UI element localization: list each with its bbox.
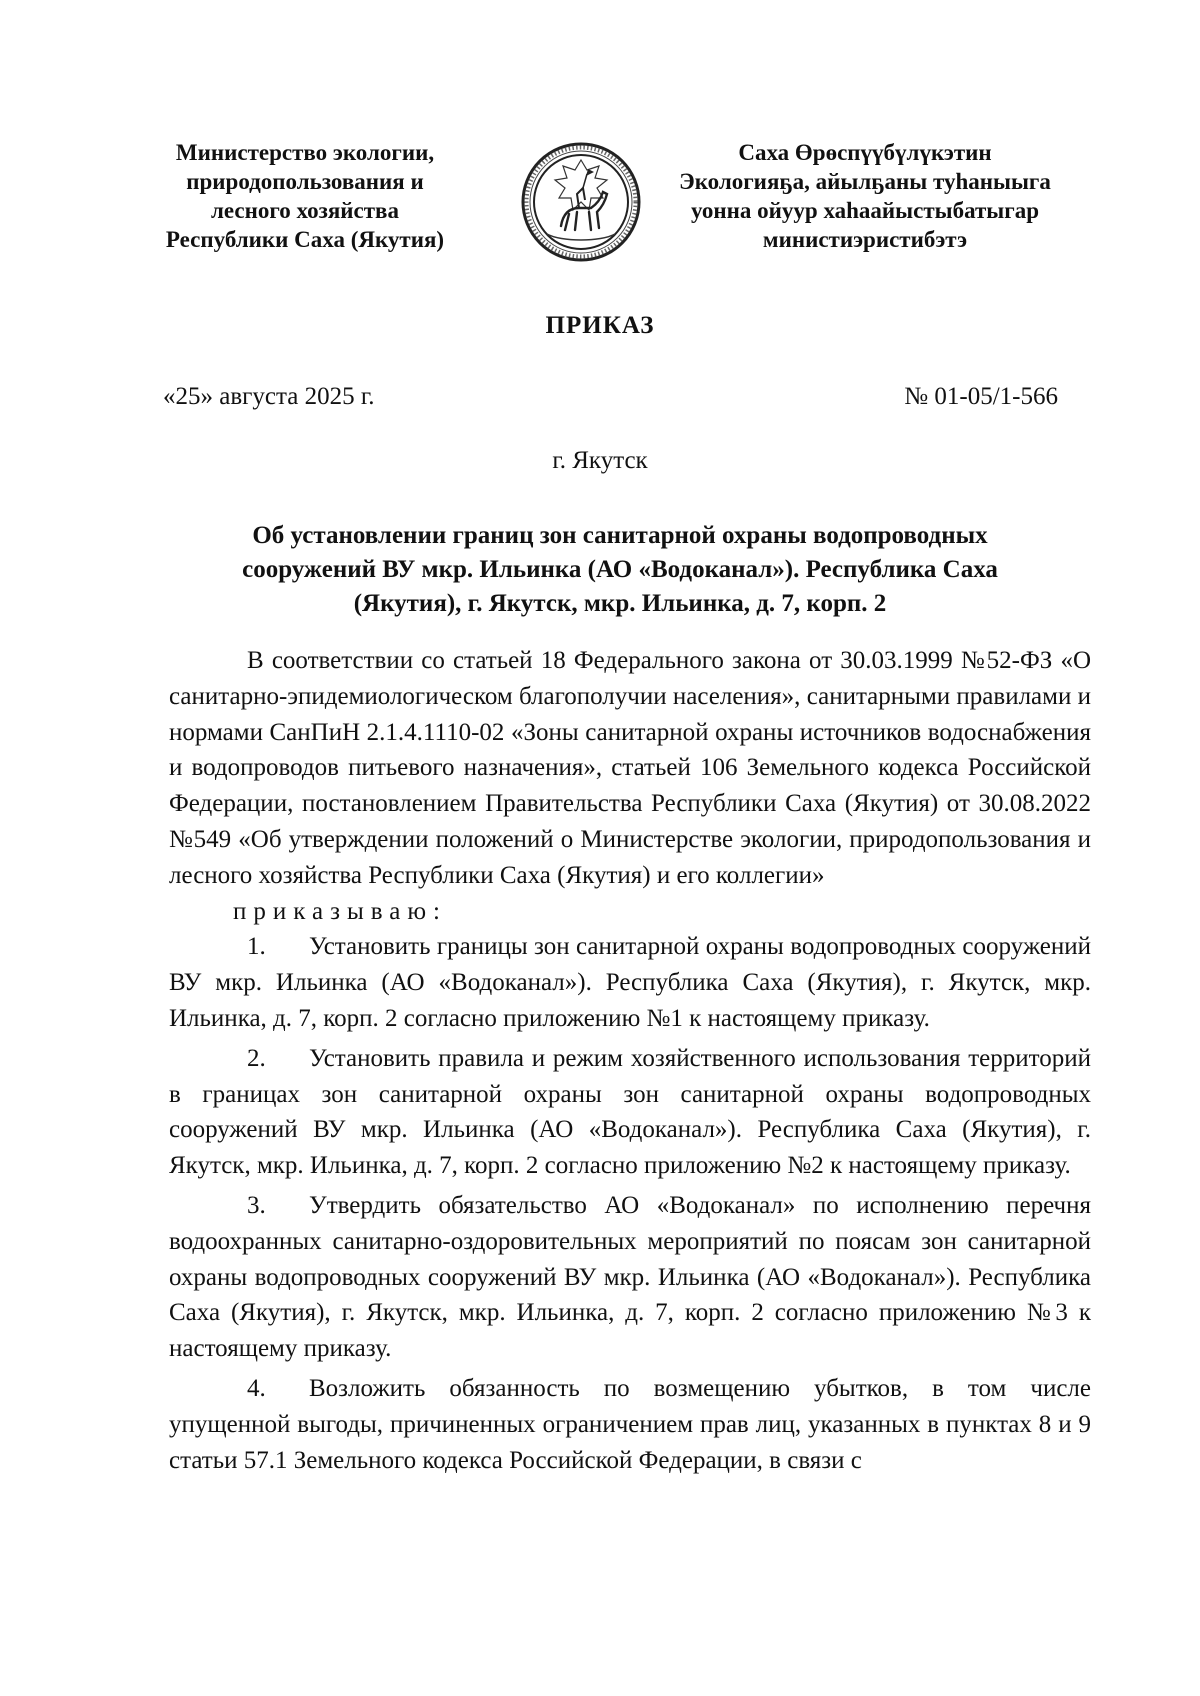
subject-line: Об установлении границ зон санитарной охраны водопроводных — [252, 522, 988, 549]
order-city: г. Якутск — [552, 447, 648, 474]
preamble-paragraph: В соответствии со статьей 18 Федерального закона от 30.03.1999 №52-ФЗ «О санитарно-эпидемиологическом благополучии населения», санитарными правилами и нормами СанПиН 2.1.4.1110-02 «Зоны санитарной охраны источников водоснабжения и водопроводов питьевого назначения», статьей 106 Земельного кодекса Российской Федерации, постановлением Правительства Республики Саха (Якутия) от 30.08.2022 №549 «Об утверждении положений о Министерстве экологии, природопользования и лесного хозяйства Республики Саха (Якутия) и его коллегии» — [169, 647, 1091, 889]
ministry-name-sakha — [645, 138, 1085, 254]
ministry-ru-line: Республики Саха (Якутия) — [165, 227, 445, 252]
order-item — [169, 1041, 1091, 1184]
order-directive-word: приказываю: — [233, 897, 447, 925]
subject-line: (Якутия), г. Якутск, мкр. Ильинка, д. 7, корп. 2 — [353, 590, 887, 617]
item-number: 3. — [247, 1191, 266, 1219]
coat-of-arms-emblem-icon — [517, 138, 645, 266]
letterhead — [0, 138, 1200, 268]
order-item — [169, 929, 1091, 1036]
ministry-sakha-line: уонна ойуур хаһаайыстыбатыгар — [690, 198, 1040, 223]
order-item — [169, 1371, 1091, 1478]
item-text: Возложить обязанность по возмещению убытков, в том числе упущенной выгоды, причиненных ограничением прав лиц, указанных в пунктах 8 и 9 статьи 57.1 Земельного кодекса Российской Федерации, в связи с — [169, 1374, 1091, 1474]
subject-line: сооружений ВУ мкр. Ильинка (АО «Водоканал»). Республика Саха — [242, 556, 998, 583]
document-type-title: ПРИКАЗ — [545, 312, 655, 339]
item-text: Утвердить обязательство АО «Водоканал» по исполнению перечня водоохранных санитарно-оздоровительных мероприятий по поясам зон санитарной охраны водопроводных сооружений ВУ мкр. Ильинка (АО «Водоканал»). Республика Саха (Якутия), г. Якутск, мкр. Ильинка, д. 7, корп. 2 согласно приложению №3 к настоящему приказу. — [169, 1191, 1091, 1363]
order-number: № 01-05/1-566 — [904, 383, 1058, 410]
item-text: Установить границы зон санитарной охраны водопроводных сооружений ВУ мкр. Ильинка (АО «Водоканал»). Республика Саха (Якутия), г. Якутск, мкр. Ильинка, д. 7, корп. 2 согласно приложению №1 к настоящему приказу. — [169, 933, 1091, 1032]
ministry-ru-line: лесного хозяйства — [211, 198, 399, 223]
ministry-sakha-line: Экологияҕа, айылҕаны туһаныыга — [679, 169, 1051, 194]
item-number: 1. — [247, 933, 266, 961]
ministry-sakha-line: Саха Өрөспүүбүлүкэтин — [738, 140, 992, 165]
item-text: Установить правила и режим хозяйственного использования территорий в границах зон санитарной охраны зон санитарной охраны водопроводных сооружений ВУ мкр. Ильинка (АО «Водоканал»). Республика Саха (Якутия), г. Якутск, мкр. Ильинка, д. 7, корп. 2 согласно приложению №2 к настоящему приказу. — [169, 1044, 1091, 1180]
item-number: 4. — [247, 1374, 266, 1402]
ministry-name-russian — [140, 138, 470, 254]
ministry-ru-line: Министерство экологии, — [175, 140, 435, 165]
order-subject — [180, 519, 1060, 621]
order-date: «25» августа 2025 г. — [163, 383, 375, 410]
order-item — [169, 1188, 1091, 1367]
order-body — [169, 643, 1091, 1478]
ministry-ru-line: природопользования и — [186, 169, 424, 194]
ministry-sakha-line: министиэристибэтэ — [762, 227, 968, 252]
item-number: 2. — [247, 1044, 266, 1072]
